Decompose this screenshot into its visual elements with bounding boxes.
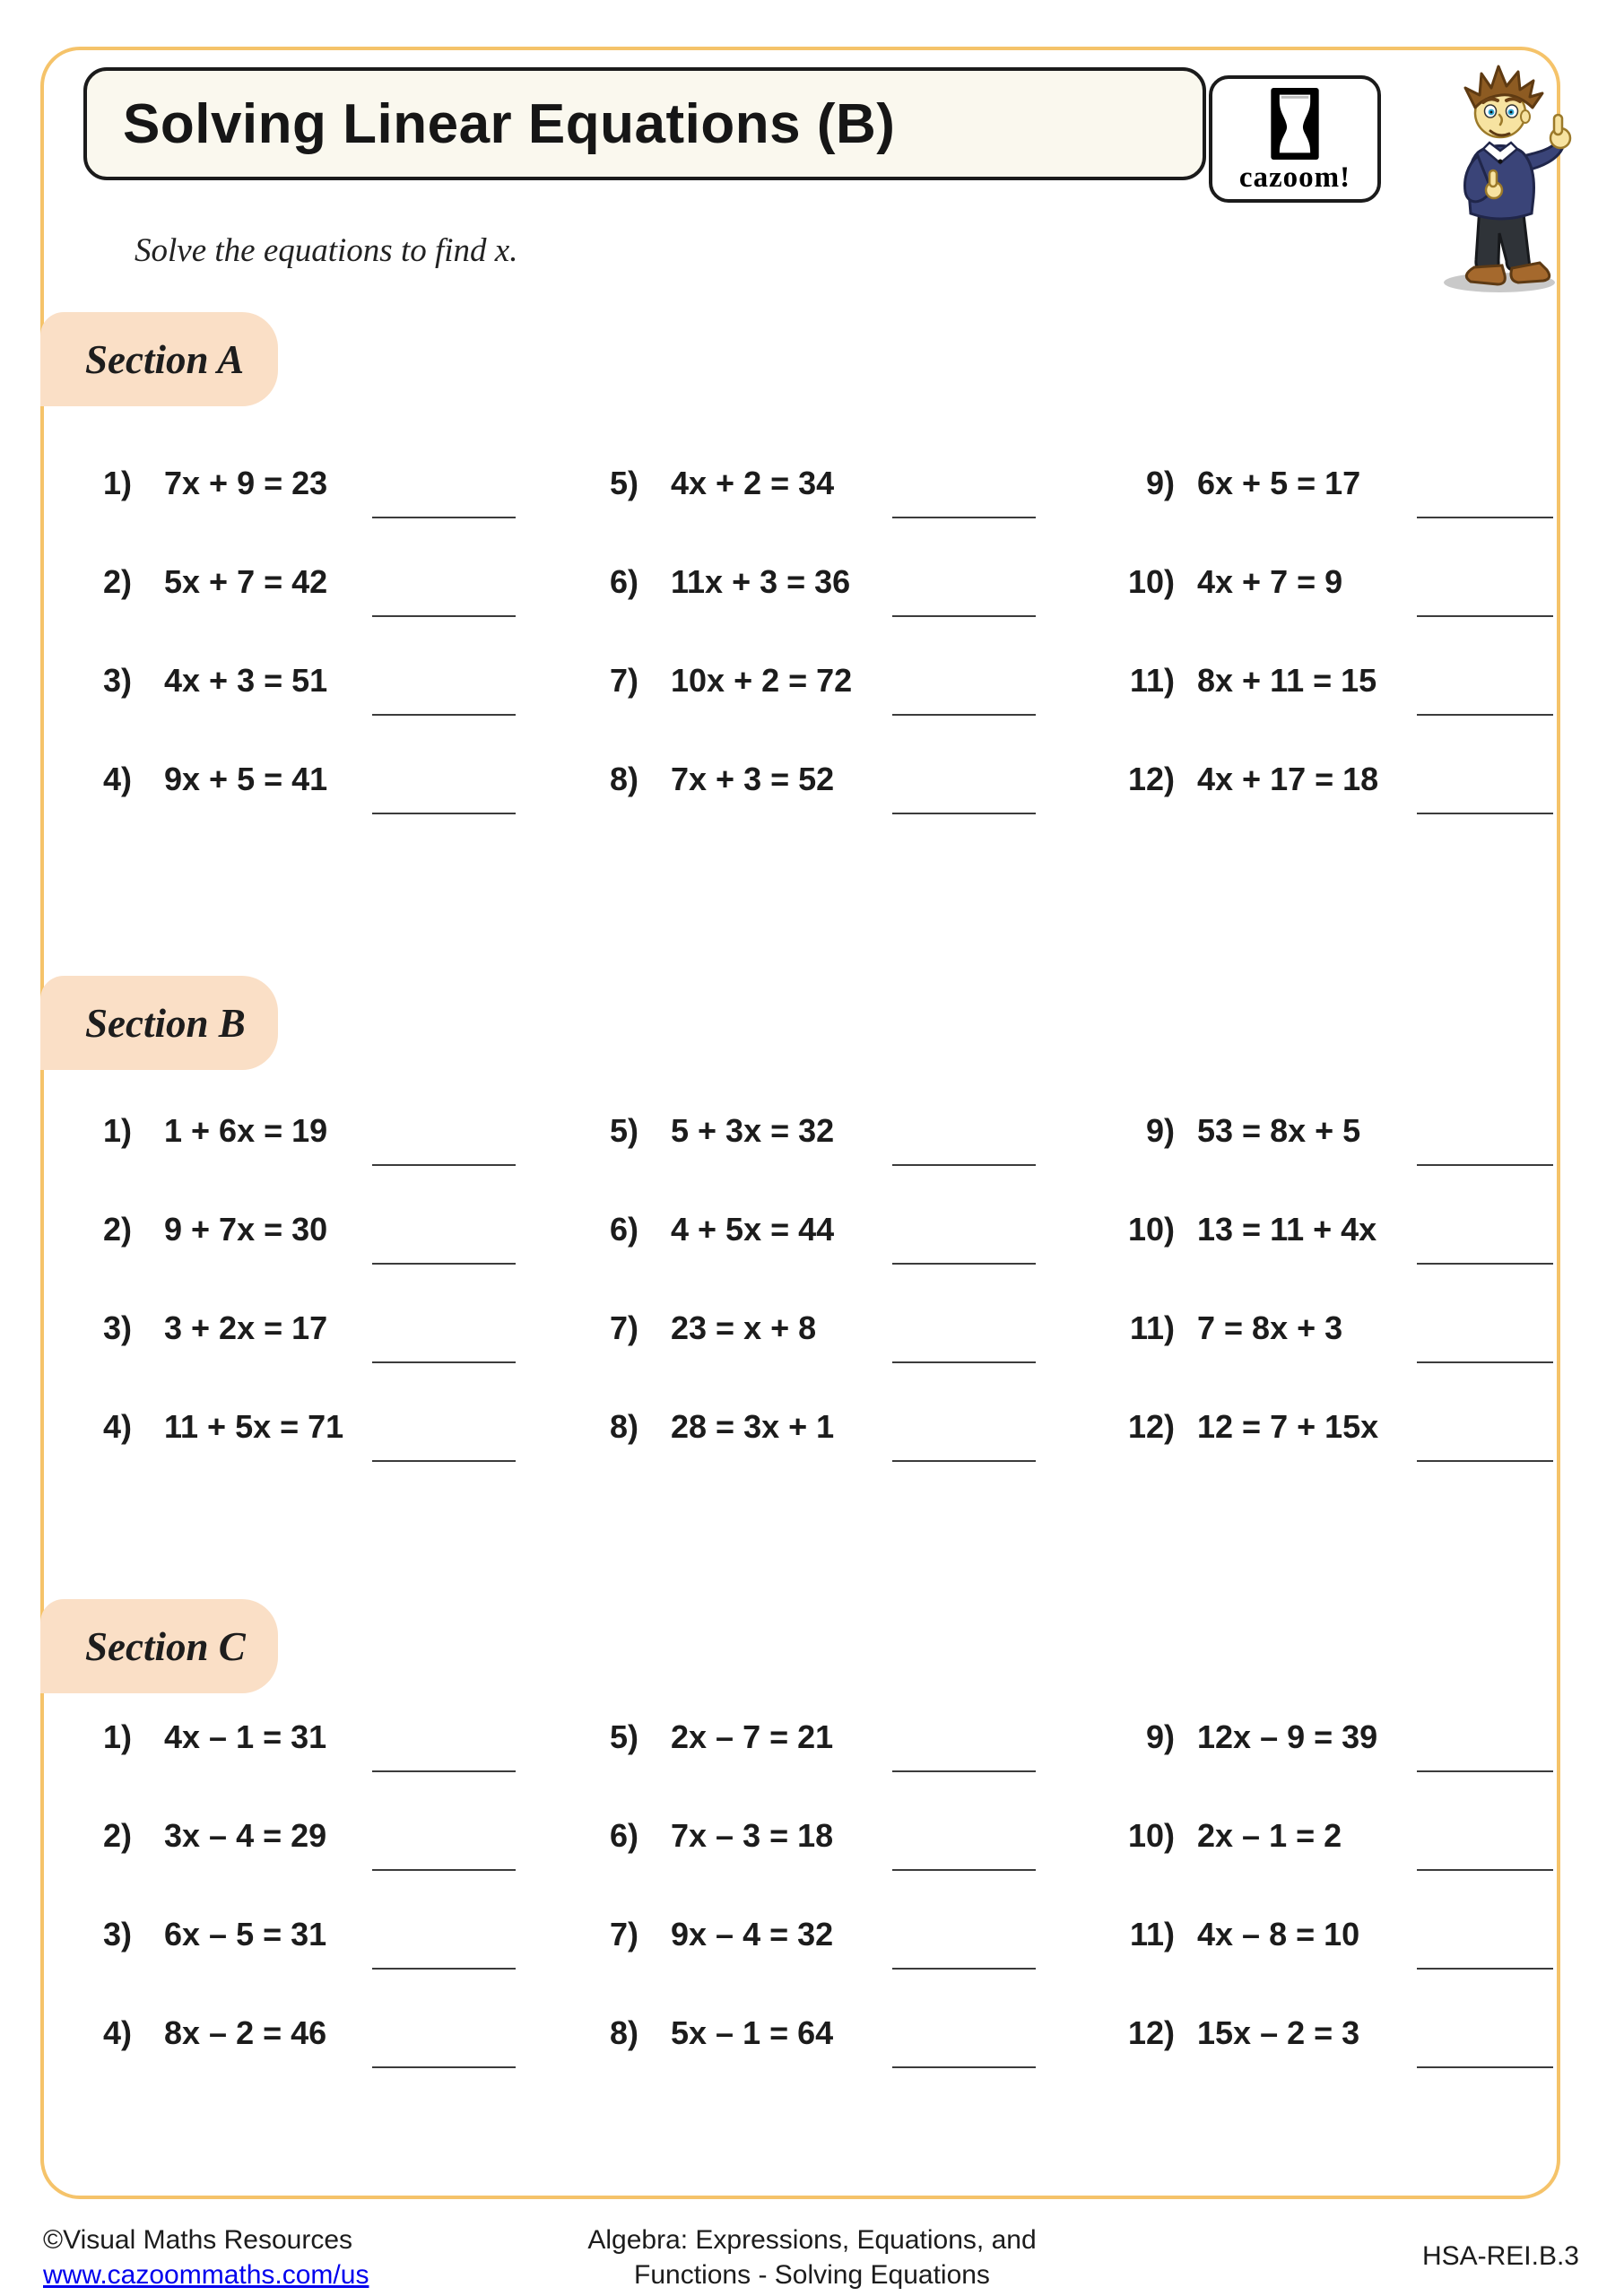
answer-line[interactable] [892, 1770, 1036, 1772]
problem-number: 6) [609, 563, 638, 600]
answer-line[interactable] [892, 517, 1036, 518]
problem-equation: 2x – 7 = 21 [671, 1718, 834, 1755]
answer-line[interactable] [372, 1770, 516, 1772]
cazoom-website-link[interactable]: www.cazoommaths.com/us [43, 2260, 369, 2290]
problem-number: 8) [609, 761, 638, 797]
answer-line[interactable] [892, 1460, 1036, 1462]
problem-number: 11) [1129, 662, 1175, 699]
problem-number: 12) [1127, 761, 1175, 797]
problem-equation: 9 + 7x = 30 [164, 1211, 328, 1248]
answer-line[interactable] [1417, 714, 1553, 716]
answer-line[interactable] [372, 813, 516, 814]
answer-line[interactable] [1417, 615, 1553, 617]
problem-number: 7) [609, 1916, 638, 1952]
problem-number: 4) [102, 761, 132, 797]
problem-row [583, 538, 1090, 637]
problem-row [76, 637, 583, 735]
problem-equation: 3x – 4 = 29 [164, 1817, 327, 1854]
problem-number: 11) [1129, 1916, 1175, 1952]
problem-number: 11) [1129, 1309, 1175, 1346]
problem-number: 5) [609, 1718, 638, 1755]
problem-equation: 9x + 5 = 41 [164, 761, 328, 797]
problem-number: 2) [102, 563, 132, 600]
problem-equation: 8x + 11 = 15 [1197, 662, 1377, 699]
problem-equation: 5x – 1 = 64 [671, 2014, 834, 2051]
problem-row [76, 538, 583, 637]
answer-line[interactable] [1417, 1164, 1553, 1166]
problem-equation: 4x + 17 = 18 [1197, 761, 1379, 797]
problem-row [583, 439, 1090, 538]
problem-equation: 4x – 1 = 31 [164, 1718, 327, 1755]
problem-row [1090, 1383, 1560, 1482]
problem-equation: 7x + 9 = 23 [164, 465, 328, 501]
section-b-label-text: Section B [85, 1000, 246, 1046]
answer-line[interactable] [1417, 1361, 1553, 1363]
section-a-problems [76, 439, 1560, 834]
problem-equation: 53 = 8x + 5 [1197, 1112, 1361, 1149]
page-title: Solving Linear Equations (B) [123, 92, 896, 155]
problem-number: 10) [1127, 1817, 1175, 1854]
answer-line[interactable] [372, 517, 516, 518]
problem-number: 4) [102, 1408, 132, 1445]
problem-row [76, 1891, 583, 1989]
problem-equation: 1 + 6x = 19 [164, 1112, 328, 1149]
answer-line[interactable] [372, 615, 516, 617]
problem-equation: 7 = 8x + 3 [1197, 1309, 1343, 1346]
answer-line[interactable] [1417, 813, 1553, 814]
problem-row [1090, 1693, 1560, 1792]
problem-row [583, 735, 1090, 834]
problem-equation: 4x + 2 = 34 [671, 465, 835, 501]
problem-equation: 9x – 4 = 32 [671, 1916, 834, 1952]
problem-number: 6) [609, 1211, 638, 1248]
problem-number: 9) [1145, 465, 1175, 501]
answer-line[interactable] [892, 615, 1036, 617]
section-c-label-text: Section C [85, 1623, 246, 1669]
problem-row [583, 1989, 1090, 2088]
problem-row [583, 637, 1090, 735]
problem-row [76, 1693, 583, 1792]
problem-row [1090, 1087, 1560, 1186]
problem-number: 5) [609, 465, 638, 501]
problem-equation: 6x – 5 = 31 [164, 1916, 327, 1952]
answer-line[interactable] [892, 1968, 1036, 1970]
problem-number: 1) [102, 465, 132, 501]
answer-line[interactable] [1417, 1770, 1553, 1772]
problem-number: 9) [1145, 1112, 1175, 1149]
answer-line[interactable] [892, 2066, 1036, 2068]
answer-line[interactable] [372, 1968, 516, 1970]
problem-number: 10) [1127, 563, 1175, 600]
problem-equation: 6x + 5 = 17 [1197, 465, 1361, 501]
problem-number: 7) [609, 662, 638, 699]
answer-line[interactable] [1417, 1968, 1553, 1970]
problem-number: 8) [609, 1408, 638, 1445]
answer-line[interactable] [372, 1361, 516, 1363]
section-a-label [40, 312, 278, 406]
problem-number: 1) [102, 1718, 132, 1755]
section-b-problems [76, 1087, 1560, 1482]
problem-equation: 4x + 3 = 51 [164, 662, 328, 699]
problem-row [76, 1383, 583, 1482]
topic-line1: Algebra: Expressions, Equations, and [587, 2225, 1037, 2255]
problem-number: 12) [1127, 2014, 1175, 2051]
section-c-label [40, 1599, 278, 1693]
problem-row [1090, 1186, 1560, 1284]
problem-equation: 12x – 9 = 39 [1197, 1718, 1378, 1755]
problem-row [1090, 1891, 1560, 1989]
problem-row [76, 735, 583, 834]
answer-line[interactable] [1417, 517, 1553, 518]
problem-number: 7) [609, 1309, 638, 1346]
answer-line[interactable] [892, 1361, 1036, 1363]
answer-line[interactable] [372, 1263, 516, 1265]
problem-row [583, 1891, 1090, 1989]
answer-line[interactable] [1417, 1869, 1553, 1871]
problem-number: 6) [609, 1817, 638, 1854]
problem-row [1090, 1792, 1560, 1891]
answer-line[interactable] [372, 714, 516, 716]
problem-row [583, 1693, 1090, 1792]
answer-line[interactable] [892, 1869, 1036, 1871]
problem-row [1090, 538, 1560, 637]
problem-row [1090, 1284, 1560, 1383]
section-a-label-text: Section A [85, 336, 245, 382]
section-b-label [40, 976, 278, 1070]
cazoom-logo [1209, 75, 1381, 203]
answer-line[interactable] [372, 1460, 516, 1462]
problem-row [76, 1284, 583, 1383]
problem-equation: 5 + 3x = 32 [671, 1112, 835, 1149]
footer-topic-block [587, 2222, 1036, 2292]
problem-row [583, 1383, 1090, 1482]
footer-copyright-block [43, 2222, 369, 2292]
answer-line[interactable] [1417, 1460, 1553, 1462]
answer-line[interactable] [892, 1164, 1036, 1166]
problem-row [583, 1186, 1090, 1284]
answer-line[interactable] [1417, 1263, 1553, 1265]
answer-line[interactable] [372, 1164, 516, 1166]
section-c-problems [76, 1693, 1560, 2088]
problem-row [1090, 735, 1560, 834]
copyright-text: ©Visual Maths Resources [43, 2225, 353, 2255]
problem-equation: 12 = 7 + 15x [1197, 1408, 1379, 1445]
problem-equation: 4x – 8 = 10 [1197, 1916, 1360, 1952]
answer-line[interactable] [1417, 2066, 1553, 2068]
problem-row [1090, 637, 1560, 735]
problem-equation: 28 = 3x + 1 [671, 1408, 835, 1445]
drum-icon [1271, 88, 1319, 160]
problem-equation: 13 = 11 + 4x [1197, 1211, 1377, 1248]
answer-line[interactable] [372, 1869, 516, 1871]
problem-number: 9) [1145, 1718, 1175, 1755]
problem-row [76, 1087, 583, 1186]
problem-equation: 8x – 2 = 46 [164, 2014, 327, 2051]
problem-equation: 4 + 5x = 44 [671, 1211, 835, 1248]
problem-row [76, 1792, 583, 1891]
topic-line2: Functions - Solving Equations [634, 2260, 990, 2290]
title-box [83, 67, 1206, 180]
problem-row [1090, 439, 1560, 538]
boy-thumbs-up-illustration [1390, 56, 1614, 298]
answer-line[interactable] [892, 1263, 1036, 1265]
answer-line[interactable] [892, 813, 1036, 814]
problem-number: 1) [102, 1112, 132, 1149]
problem-row [583, 1284, 1090, 1383]
problem-equation: 5x + 7 = 42 [164, 563, 328, 600]
problem-number: 8) [609, 2014, 638, 2051]
problem-equation: 23 = x + 8 [671, 1309, 817, 1346]
problem-number: 2) [102, 1817, 132, 1854]
problem-row [583, 1087, 1090, 1186]
instruction-text: Solve the equations to find x. [135, 232, 518, 269]
problem-number: 3) [102, 1309, 132, 1346]
problem-equation: 3 + 2x = 17 [164, 1309, 328, 1346]
problem-number: 5) [609, 1112, 638, 1149]
problem-number: 10) [1127, 1211, 1175, 1248]
problem-equation: 4x + 7 = 9 [1197, 563, 1343, 600]
problem-equation: 2x – 1 = 2 [1197, 1817, 1342, 1854]
answer-line[interactable] [892, 714, 1036, 716]
problem-row [76, 1989, 583, 2088]
problem-equation: 11x + 3 = 36 [671, 563, 851, 600]
logo-wordmark: cazoom! [1238, 161, 1351, 194]
problem-equation: 15x – 2 = 3 [1197, 2014, 1360, 2051]
problem-number: 3) [102, 1916, 132, 1952]
problem-equation: 10x + 2 = 72 [671, 662, 853, 699]
problem-row [76, 1186, 583, 1284]
problem-equation: 7x + 3 = 52 [671, 761, 835, 797]
problem-number: 2) [102, 1211, 132, 1248]
problem-number: 4) [102, 2014, 132, 2051]
problem-number: 12) [1127, 1408, 1175, 1445]
problem-number: 3) [102, 662, 132, 699]
standard-code: HSA-REI.B.3 [1421, 2241, 1579, 2271]
problem-row [76, 439, 583, 538]
answer-line[interactable] [372, 2066, 516, 2068]
problem-row [583, 1792, 1090, 1891]
problem-equation: 11 + 5x = 71 [164, 1408, 344, 1445]
problem-row [1090, 1989, 1560, 2088]
problem-equation: 7x – 3 = 18 [671, 1817, 834, 1854]
